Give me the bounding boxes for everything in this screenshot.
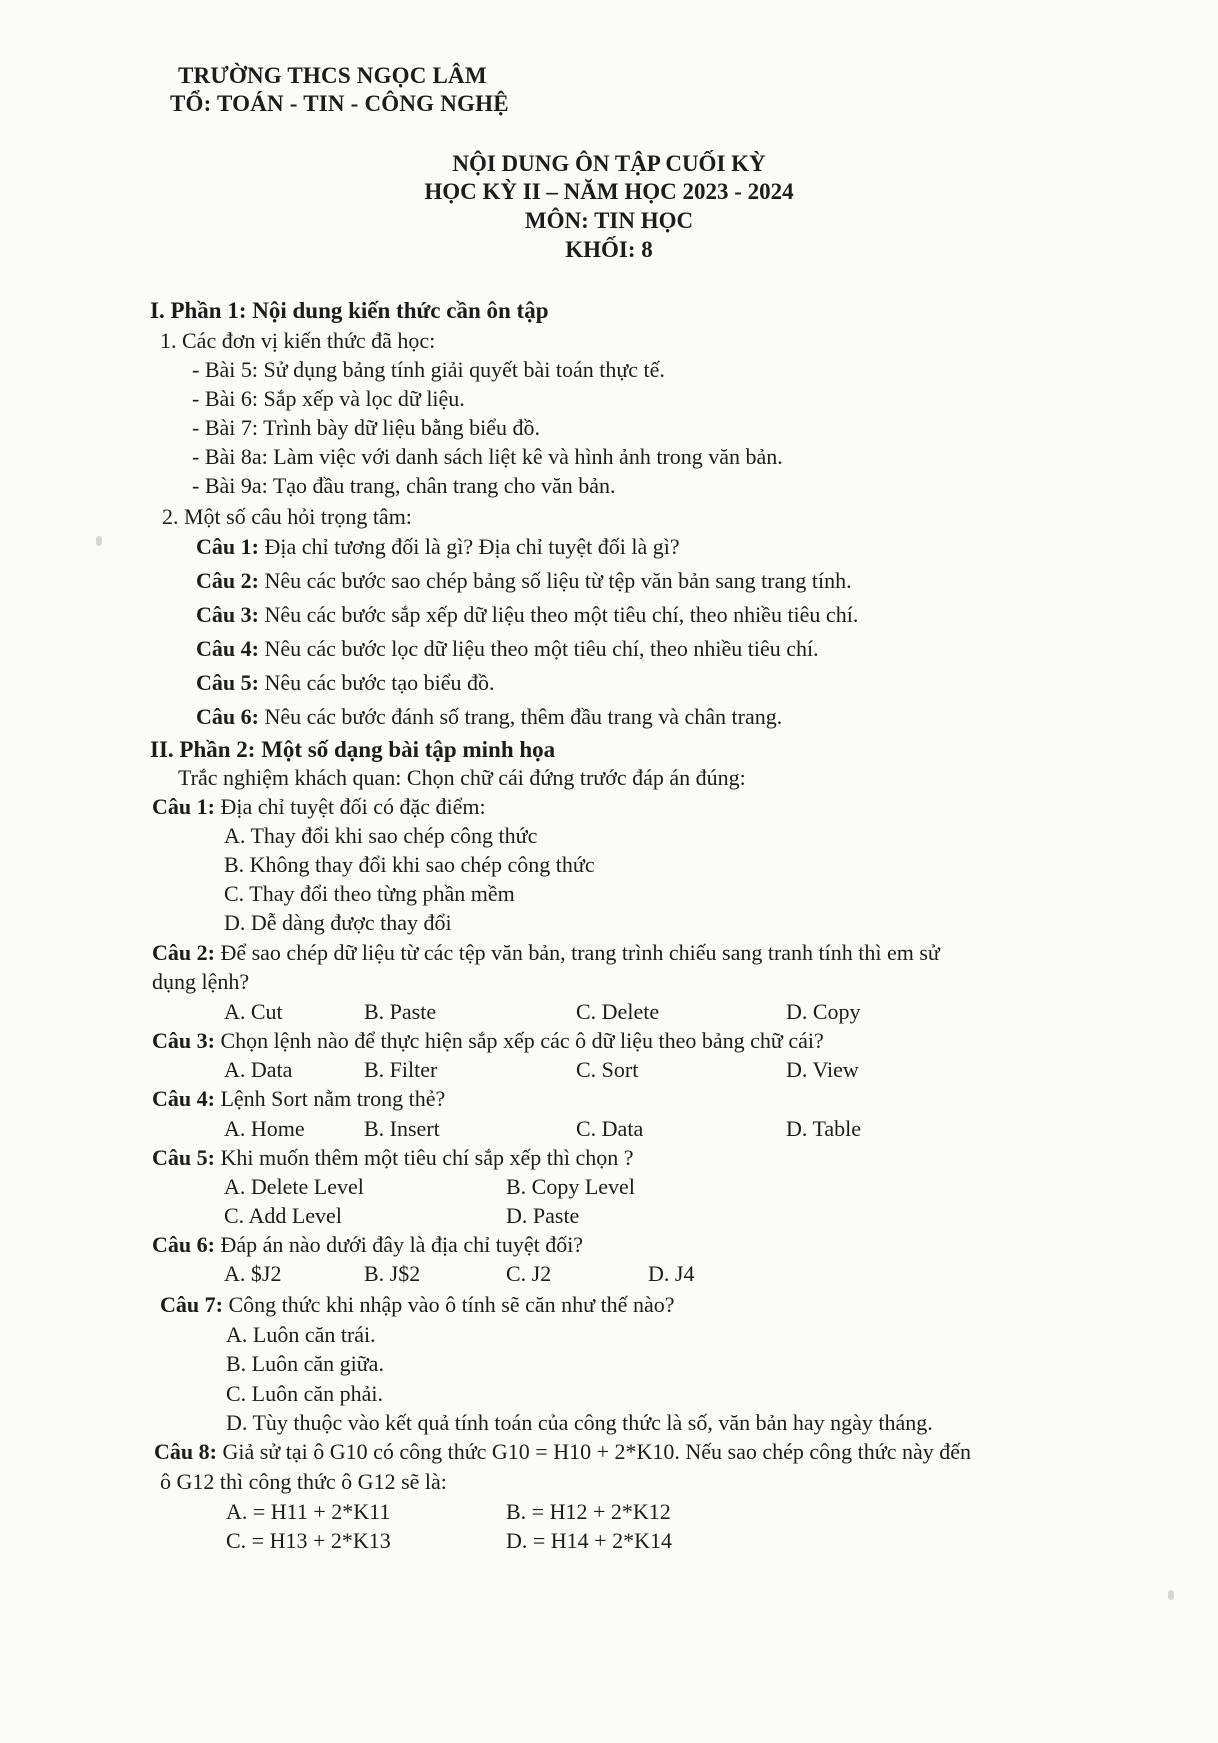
answer-option: D. Paste bbox=[506, 1203, 580, 1228]
question-label: Câu 5: bbox=[196, 670, 259, 695]
question-text-continued: ô G12 thì công thức ô G12 sẽ là: bbox=[160, 1469, 447, 1494]
key-question bbox=[196, 669, 494, 697]
question-text: Địa chỉ tương đối là gì? Địa chỉ tuyệt đối là gì? bbox=[258, 534, 680, 559]
answer-option: D. Copy bbox=[786, 999, 861, 1024]
answer-option: B. Luôn căn giữa. bbox=[226, 1351, 384, 1376]
mcq-question bbox=[152, 793, 486, 821]
answer-option: C. J2 bbox=[506, 1261, 552, 1286]
part2-instruction: Trắc nghiệm khách quan: Chọn chữ cái đứng trước đáp án đúng: bbox=[178, 765, 746, 790]
department-name: TỔ: TOÁN - TIN - CÔNG NGHỆ bbox=[170, 91, 509, 116]
question-label: Câu 6: bbox=[152, 1232, 215, 1257]
scan-speck bbox=[96, 536, 102, 546]
question-label: Câu 1: bbox=[196, 534, 259, 559]
question-label: Câu 3: bbox=[196, 602, 259, 627]
document-subject: MÔN: TIN HỌC bbox=[524, 208, 694, 233]
answer-option: C. Luôn căn phải. bbox=[226, 1381, 384, 1406]
question-text: Giả sử tại ô G10 có công thức G10 = H10 + 2*K10. Nếu sao chép công thức này đến bbox=[216, 1439, 971, 1464]
question-text: Chọn lệnh nào để thực hiện sắp xếp các ô dữ liệu theo bảng chữ cái? bbox=[214, 1028, 824, 1053]
answer-option: C. Thay đổi theo từng phần mềm bbox=[224, 881, 515, 906]
question-text: Khi muốn thêm một tiêu chí sắp xếp thì chọn ? bbox=[214, 1145, 634, 1170]
document-grade: KHỐI: 8 bbox=[565, 237, 653, 262]
answer-option: B. Insert bbox=[364, 1116, 440, 1141]
answer-option: A. Home bbox=[224, 1116, 305, 1141]
question-label: Câu 1: bbox=[152, 794, 215, 819]
question-label: Câu 7: bbox=[160, 1292, 223, 1317]
answer-option: D. J4 bbox=[648, 1261, 695, 1286]
key-question bbox=[196, 533, 680, 561]
unit-item: - Bài 8a: Làm việc với danh sách liệt kê và hình ảnh trong văn bản. bbox=[192, 444, 783, 469]
unit-item: - Bài 5: Sử dụng bảng tính giải quyết bài toán thực tế. bbox=[192, 357, 665, 382]
question-label: Câu 4: bbox=[152, 1086, 215, 1111]
answer-option: B. J$2 bbox=[364, 1261, 421, 1286]
answer-option: D. Table bbox=[786, 1116, 862, 1141]
mcq-question bbox=[154, 1438, 971, 1466]
school-name: TRƯỜNG THCS NGỌC LÂM bbox=[178, 63, 487, 88]
answer-option: B. Copy Level bbox=[506, 1174, 635, 1199]
part1-heading: I. Phần 1: Nội dung kiến thức cần ôn tập bbox=[150, 298, 549, 323]
answer-option: A. Data bbox=[224, 1057, 293, 1082]
unit-item: - Bài 9a: Tạo đầu trang, chân trang cho văn bản. bbox=[192, 473, 616, 498]
question-text: Lệnh Sort nằm trong thẻ? bbox=[214, 1086, 446, 1111]
answer-option: C. Add Level bbox=[224, 1203, 342, 1228]
questions-heading: 2. Một số câu hỏi trọng tâm: bbox=[162, 504, 412, 529]
mcq-question bbox=[152, 1085, 445, 1113]
answer-option: D. = H14 + 2*K14 bbox=[506, 1528, 672, 1553]
question-text: Công thức khi nhập vào ô tính sẽ căn như thế nào? bbox=[222, 1292, 675, 1317]
mcq-question bbox=[152, 939, 940, 967]
question-text: Để sao chép dữ liệu từ các tệp văn bản, trang trình chiếu sang tranh tính thì em sử bbox=[214, 940, 940, 965]
question-label: Câu 6: bbox=[196, 704, 259, 729]
question-text: Nêu các bước đánh số trang, thêm đầu trang và chân trang. bbox=[258, 704, 783, 729]
question-text: Đáp án nào dưới đây là địa chỉ tuyệt đối? bbox=[214, 1232, 584, 1257]
question-text: Nêu các bước lọc dữ liệu theo một tiêu chí, theo nhiều tiêu chí. bbox=[258, 636, 819, 661]
question-label: Câu 2: bbox=[152, 940, 215, 965]
unit-item: - Bài 6: Sắp xếp và lọc dữ liệu. bbox=[192, 386, 465, 411]
key-question bbox=[196, 601, 858, 629]
mcq-question bbox=[152, 1144, 634, 1172]
mcq-question bbox=[152, 1231, 583, 1259]
question-label: Câu 5: bbox=[152, 1145, 215, 1170]
answer-option: D. View bbox=[786, 1057, 859, 1082]
answer-option: A. Delete Level bbox=[224, 1174, 364, 1199]
mcq-question bbox=[160, 1291, 674, 1319]
answer-option: C. Sort bbox=[576, 1057, 639, 1082]
part2-heading: II. Phần 2: Một số dạng bài tập minh họa bbox=[150, 737, 556, 762]
answer-option: B. Không thay đổi khi sao chép công thức bbox=[224, 852, 595, 877]
unit-item: - Bài 7: Trình bày dữ liệu bằng biểu đồ. bbox=[192, 415, 541, 440]
question-label: Câu 4: bbox=[196, 636, 259, 661]
answer-option: A. Luôn căn trái. bbox=[226, 1322, 376, 1347]
question-label: Câu 3: bbox=[152, 1028, 215, 1053]
answer-option: A. = H11 + 2*K11 bbox=[226, 1499, 391, 1524]
key-question bbox=[196, 567, 852, 595]
mcq-question bbox=[152, 1027, 824, 1055]
document-term: HỌC KỲ II – NĂM HỌC 2023 - 2024 bbox=[424, 179, 794, 204]
question-text-continued: dụng lệnh? bbox=[152, 969, 250, 994]
answer-option: B. Filter bbox=[364, 1057, 438, 1082]
answer-option: D. Tùy thuộc vào kết quả tính toán của công thức là số, văn bản hay ngày tháng. bbox=[226, 1410, 933, 1435]
answer-option: B. Paste bbox=[364, 999, 437, 1024]
key-question bbox=[196, 635, 819, 663]
document-title: NỘI DUNG ÔN TẬP CUỐI KỲ bbox=[452, 151, 766, 176]
answer-option: D. Dễ dàng được thay đổi bbox=[224, 910, 452, 935]
question-label: Câu 8: bbox=[154, 1439, 217, 1464]
question-text: Nêu các bước sao chép bảng số liệu từ tệp văn bản sang trang tính. bbox=[258, 568, 852, 593]
answer-option: A. Cut bbox=[224, 999, 283, 1024]
answer-option: B. = H12 + 2*K12 bbox=[506, 1499, 671, 1524]
answer-option: C. Data bbox=[576, 1116, 644, 1141]
answer-option: C. Delete bbox=[576, 999, 660, 1024]
answer-option: C. = H13 + 2*K13 bbox=[226, 1528, 391, 1553]
question-text: Nêu các bước tạo biểu đồ. bbox=[258, 670, 495, 695]
question-text: Nêu các bước sắp xếp dữ liệu theo một tiêu chí, theo nhiều tiêu chí. bbox=[258, 602, 859, 627]
question-label: Câu 2: bbox=[196, 568, 259, 593]
key-question bbox=[196, 703, 782, 731]
scan-speck bbox=[1168, 1590, 1174, 1600]
answer-option: A. $J2 bbox=[224, 1261, 282, 1286]
answer-option: A. Thay đổi khi sao chép công thức bbox=[224, 823, 538, 848]
question-text: Địa chỉ tuyệt đối có đặc điểm: bbox=[214, 794, 486, 819]
units-heading: 1. Các đơn vị kiến thức đã học: bbox=[160, 328, 436, 353]
